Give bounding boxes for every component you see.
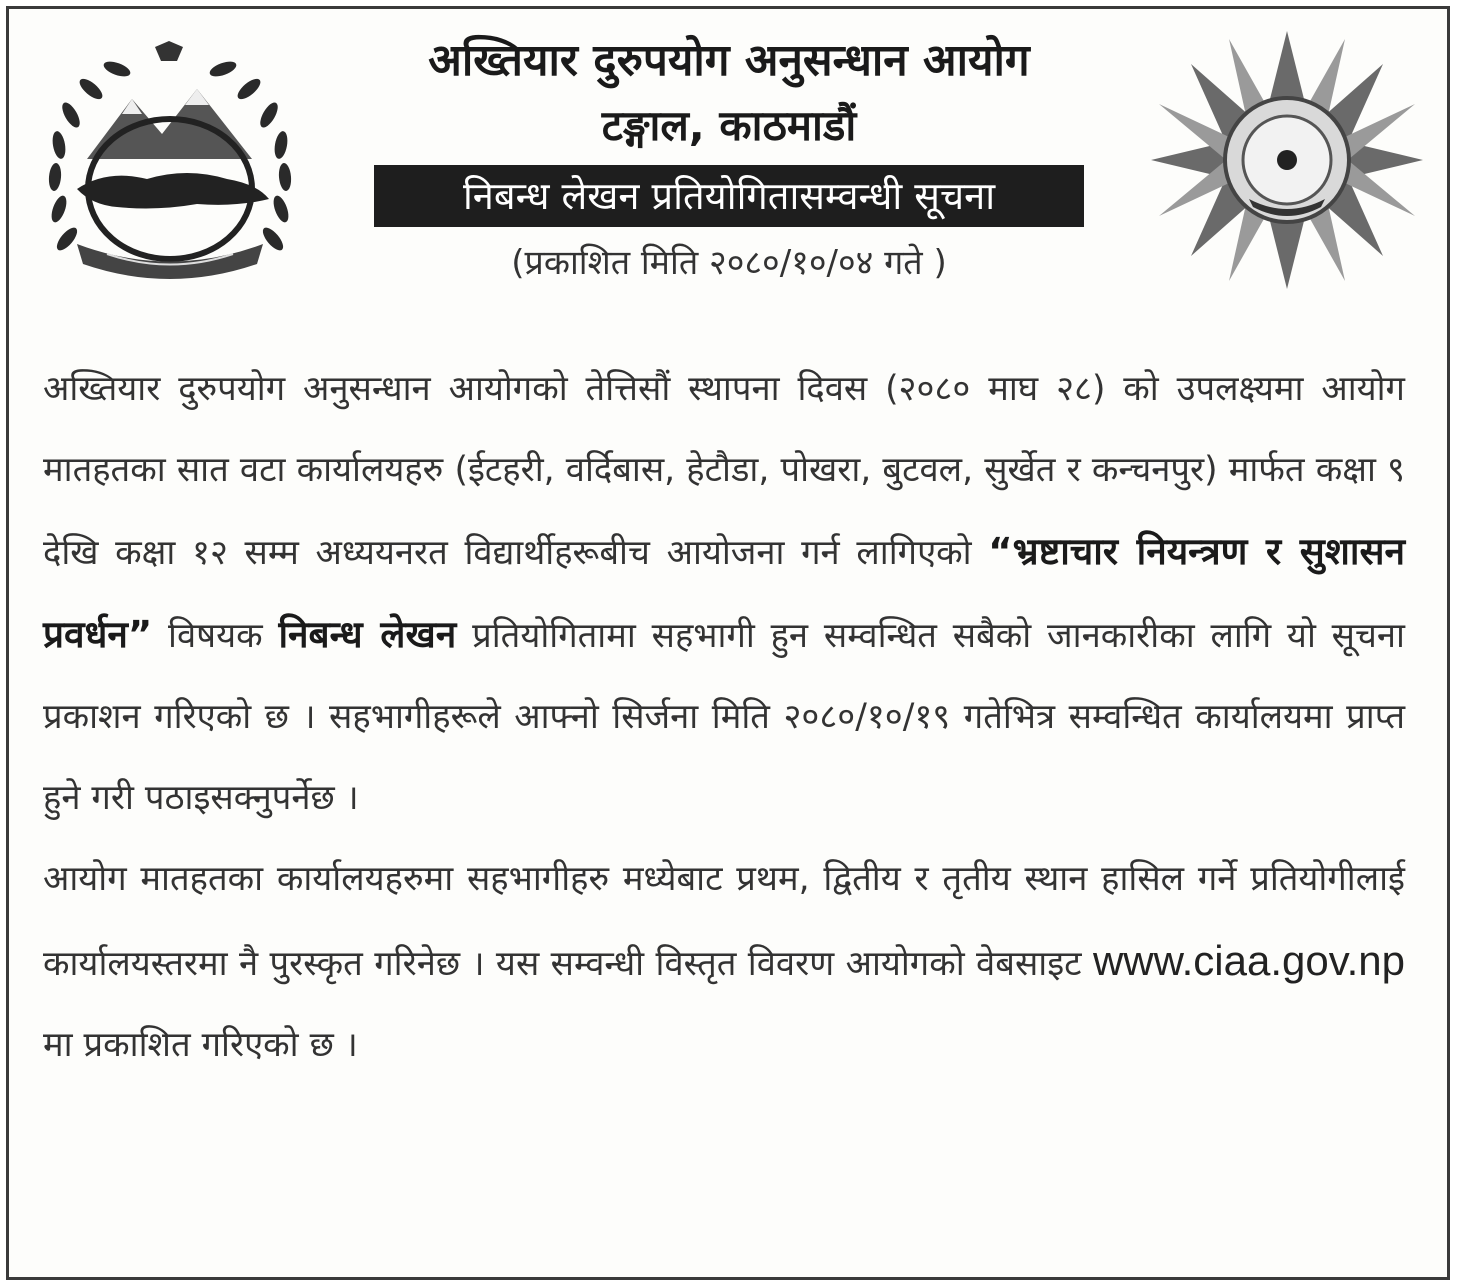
- essay-label: निबन्ध लेखन: [278, 613, 457, 656]
- para1-text-b: विषयक: [168, 616, 263, 656]
- notice-title-wrap: [309, 165, 1149, 227]
- website-link: www.ciaa.gov.np: [1092, 937, 1405, 984]
- notice-frame: [6, 6, 1450, 1280]
- organization-name: अख्तियार दुरुपयोग अनुसन्धान आयोग: [428, 35, 1030, 86]
- nepal-emblem-icon: [37, 39, 303, 279]
- paragraph-2: [43, 839, 1405, 1086]
- paragraph-1: [43, 349, 1405, 839]
- published-date: (प्रकाशित मिति २०८०/१०/०४ गते ): [511, 243, 947, 283]
- para1-text-c: प्रतियोगितामा सहभागी हुन सम्वन्धित सबैको जानकारीका लागि यो सूचना प्रकाशन गरिएको छ । सहभागीहरूले आफ्नो सिर्जना मिति २०८०/१०/१९ गतेभित्र सम्वन्धित कार्यालयमा प्राप्त हुने गरी पठाइसक्नुपर्नेछ ।: [43, 616, 1405, 818]
- organization-address: टङ्गाल, काठमाडौं: [601, 101, 857, 150]
- notice-title: निबन्ध लेखन प्रतियोगितासम्वन्धी सूचना: [374, 165, 1084, 227]
- notice-body: [43, 349, 1405, 1086]
- notice-header: [309, 31, 1149, 287]
- para1-text-a: अख्तियार दुरुपयोग अनुसन्धान आयोगको तेत्तिसौं स्थापना दिवस (२०८० माघ २८) को उपलक्ष्यमा आयोग मातहतका सात वटा कार्यालयहरु (ईटहरी, वर्दिबास, हेटौडा, पोखरा, बुटवल, सुर्खेत र कन्चनपुर) मार्फत कक्षा ९ देखि कक्षा १२ सम्म अध्ययनरत विद्यार्थीहरूबीच आयोजना गर्न लागिएको: [43, 369, 1405, 573]
- para2-text-b: मा प्रकाशित गरिएको छ ।: [43, 1025, 358, 1065]
- ciaa-star-seal-icon: [1149, 29, 1425, 291]
- para2-text-a: आयोग मातहतका कार्यालयहरुमा सहभागीहरु मध्येबाट प्रथम, द्वितीय र तृतीय स्थान हासिल गर्ने प्रतियोगीलाई कार्यालयस्तरमा नै पुरस्कृत गरिनेछ । यस सम्वन्धी विस्तृत विवरण आयोगको वेबसाइट: [43, 859, 1405, 984]
- essay-topic: “भ्रष्टाचार नियन्त्रण र सुशासन प्रवर्धन”: [43, 530, 1406, 656]
